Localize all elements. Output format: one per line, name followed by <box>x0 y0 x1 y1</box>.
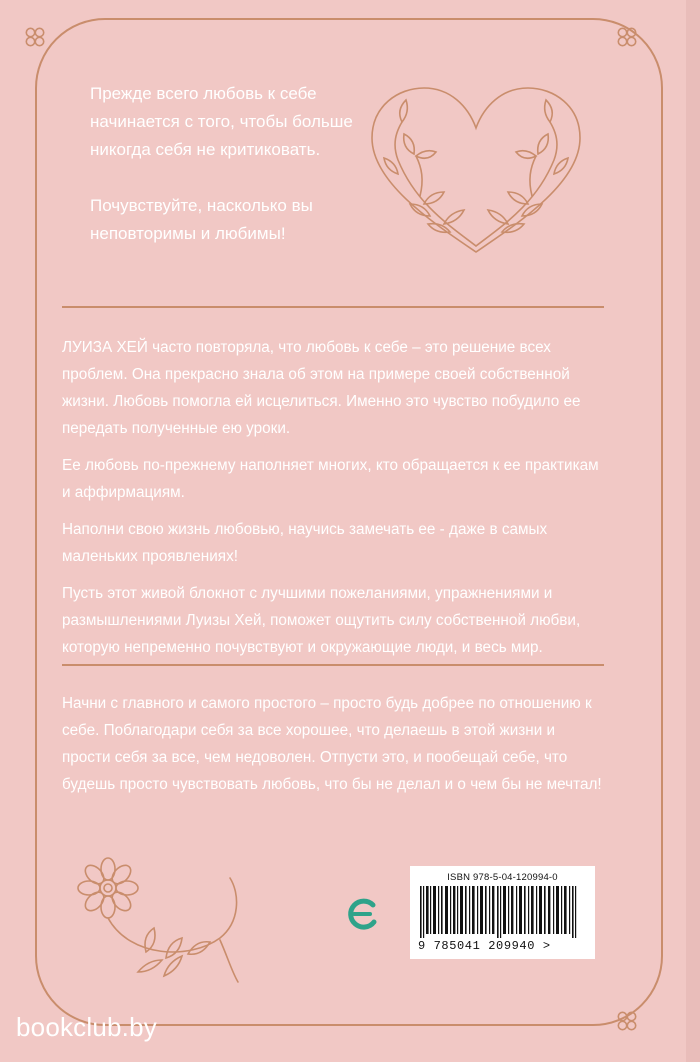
about-paragraph: ЛУИЗА ХЕЙ часто повторяла, что любовь к себе – это решение всех проблем. Она прекрасно знала об этом на примере своей собственной жизни. Любовь помогла ей исцелиться. Именно это чувство побудило ее передать полученные ею уроки. <box>62 339 581 437</box>
about-paragraph: Пусть этот живой блокнот с лучшими пожеланиями, упражнениями и размышлениями Луизы Хей, поможет ощутить силу собственной любви, которую непременно почувствуют и окружающие люди, и весь мир. <box>62 585 581 656</box>
flower-branch-icon <box>70 848 250 988</box>
divider-line <box>62 664 604 666</box>
about-paragraph: Ее любовь по-прежнему наполняет многих, кто обращается к ее практикам и аффирмациям. <box>62 457 599 501</box>
spine-edge <box>686 0 700 1062</box>
publisher-logo-icon <box>344 896 380 932</box>
intro-text <box>90 80 370 276</box>
closing-text: Начни с главного и самого простого – просто будь добрее по отношению к себе. Поблагодари себя за все хорошее, что делаешь в этой жизни и прости себя за все, чем недоволен. Отпусти это, и пообещай себе, что будешь просто чувствовать любовь, что бы не делал и о чем бы не мечтал! <box>62 695 602 793</box>
divider-line <box>62 306 604 308</box>
isbn-label: ISBN 978-5-04-120994-0 <box>447 872 558 883</box>
isbn-barcode <box>410 866 595 959</box>
about-paragraph: Наполни свою жизнь любовью, научись замечать ее - даже в самых маленьких проявлениях! <box>62 521 548 565</box>
barcode-bars <box>418 886 587 938</box>
heart-branches-icon <box>358 76 594 264</box>
watermark-text: bookclub.by <box>16 1012 157 1042</box>
about-text <box>62 334 607 671</box>
intro-paragraph: Почувствуйте, насколько вы неповторимы и любимы! <box>90 196 313 243</box>
isbn-digits: 9 785041 209940 > <box>418 939 551 953</box>
clover-ornament-icon <box>22 24 48 50</box>
intro-paragraph: Прежде всего любовь к себе начинается с того, чтобы больше никогда себя не критиковать. <box>90 84 353 159</box>
